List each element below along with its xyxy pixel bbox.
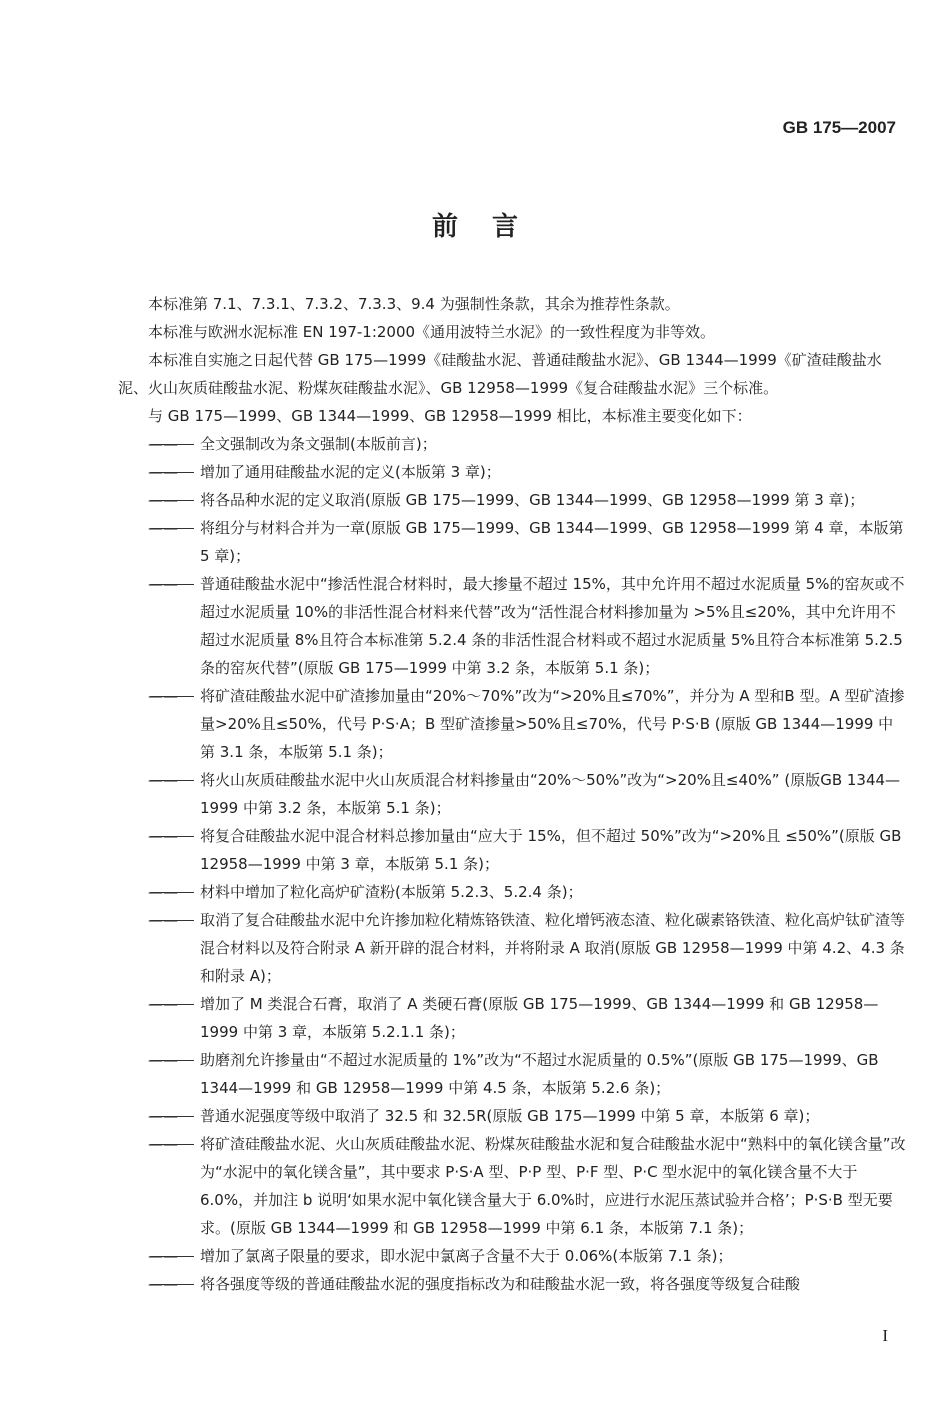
dash-marker: —— [148,990,200,1018]
dash-marker: —— [148,458,200,486]
paragraph-changes-intro: 与 GB 175—1999、GB 1344—1999、GB 12958—1999 相比，本标准主要变化如下： [148,407,752,425]
dash-marker: —— [148,514,200,542]
list-item-text: 将各强度等级的普通硅酸盐水泥的强度指标改为和硅酸盐水泥一致，将各强度等级复合硅酸 [200,1275,801,1293]
list-item [118,458,908,486]
list-item [118,570,908,682]
dash-marker: —— [148,1130,200,1158]
dash-marker: —— [148,1270,200,1298]
list-item-text: 助磨剂允许掺量由“不超过水泥质量的 1%”改为“不超过水泥质量的 0.5%”(原版 GB 175—1999、GB 1344—1999 和 GB 12958—1999 中第 4.5 条，本版第 5.2.6 条)； [200,1051,879,1097]
page-number: I [882,1326,888,1345]
list-item-text: 将复合硅酸盐水泥中混合材料总掺加量由“应大于 15%，但不超过 50%”改为“>20%且 ≤50%”(原版 GB 12958—1999 中第 3 章，本版第 5.1 条)； [200,827,902,873]
list-item-text: 全文强制改为条文强制(本版前言)； [200,435,437,453]
list-item [118,878,908,906]
standard-code: GB 175—2007 [782,118,896,137]
dash-marker: —— [148,766,200,794]
dash-marker: —— [148,486,200,514]
list-item [118,1242,908,1270]
list-item [118,514,908,570]
list-item [118,1102,908,1130]
list-item [118,1046,908,1102]
list-item [118,990,908,1046]
list-item-text: 普通硅酸盐水泥中“掺活性混合材料时，最大掺量不超过 15%，其中允许用不超过水泥质量 5%的窑灰或不超过水泥质量 10%的非活性混合材料来代替”改为“活性混合材料掺加量为 >5%且≤20%，其中允许用不超过水泥质量 8%且符合本标准第 5.2.4 条的非活性混合材料或不超过水泥质量 5%且符合本标准第 5.2.5 条的窑灰代替”(原版 GB 175—1999 中第 3.2 条，本版第 5.1 条)； [200,575,905,677]
dash-marker: —— [148,822,200,850]
list-item-text: 增加了氯离子限量的要求，即水泥中氯离子含量不大于 0.06%(本版第 7.1 条)； [200,1247,733,1265]
list-item [118,486,908,514]
list-item [118,766,908,822]
paragraph-replaces: 本标准自实施之日起代替 GB 175—1999《硅酸盐水泥、普通硅酸盐水泥》、GB 1344—1999《矿渣硅酸盐水泥、火山灰质硅酸盐水泥、粉煤灰硅酸盐水泥》、GB 12958—1999《复合硅酸盐水泥》三个标准。 [118,351,882,397]
dash-marker: —— [148,1242,200,1270]
dash-marker: —— [148,906,200,934]
list-item-text: 材料中增加了粒化高炉矿渣粉(本版第 5.2.3、5.2.4 条)； [200,883,583,901]
dash-marker: —— [148,682,200,710]
list-item-text: 取消了复合硅酸盐水泥中允许掺加粒化精炼铬铁渣、粒化增钙液态渣、粒化碳素铬铁渣、粒化高炉钛矿渣等混合材料以及符合附录 A 新开辟的混合材料，并将附录 A 取消(原版 GB 12958—1999 中第 4.2、4.3 条和附录 A)； [200,911,906,985]
dash-marker: —— [148,430,200,458]
dash-marker: —— [148,1046,200,1074]
list-item [118,430,908,458]
paragraph-mandatory-clauses: 本标准第 7.1、7.3.1、7.3.2、7.3.3、9.4 为强制性条款，其余为推荐性条款。 [148,295,680,313]
dash-marker: —— [148,570,200,598]
list-item-text: 普通水泥强度等级中取消了 32.5 和 32.5R(原版 GB 175—1999 中第 5 章，本版第 6 章)； [200,1107,820,1125]
dash-marker: —— [148,1102,200,1130]
list-item [118,682,908,766]
list-item-text: 将火山灰质硅酸盐水泥中火山灰质混合材料掺量由“20%～50%”改为“>20%且≤40%” (原版GB 1344—1999 中第 3.2 条，本版第 5.1 条)； [200,771,901,817]
list-item [118,1270,908,1298]
list-item-text: 增加了通用硅酸盐水泥的定义(本版第 3 章)； [200,463,501,481]
list-item-text: 将矿渣硅酸盐水泥中矿渣掺加量由“20%～70%”改为“>20%且≤70%”，并分为 A 型和B 型。A 型矿渣掺量>20%且≤50%，代号 P·S·A；B 型矿渣掺量>50%且≤70%，代号 P·S·B (原版 GB 1344—1999 中第 3.1 条，本版第 5.1 条)； [200,687,905,761]
document-body [118,290,908,1298]
paragraph-equivalence: 本标准与欧洲水泥标准 EN 197-1:2000《通用波特兰水泥》的一致性程度为非等效。 [148,323,716,341]
list-item [118,1130,908,1242]
list-item [118,822,908,878]
list-item-text: 将各品种水泥的定义取消(原版 GB 175—1999、GB 1344—1999、GB 12958—1999 第 3 章)； [200,491,865,509]
page-title: 前言 [431,212,552,242]
list-item-text: 将矿渣硅酸盐水泥、火山灰质硅酸盐水泥、粉煤灰硅酸盐水泥和复合硅酸盐水泥中“熟料中的氧化镁含量”改为“水泥中的氧化镁含量”，其中要求 P·S·A 型、P·P 型、P·F 型、P·C 型水泥中的氧化镁含量不大于 6.0%，并加注 b 说明‘如果水泥中氧化镁含量大于 6.0%时，应进行水泥压蒸试验并合格’；P·S·B 型无要求。(原版 GB 1344—1999 和 GB 12958—1999 中第 6.1 条，本版第 7.1 条)； [200,1135,906,1237]
list-item-text: 增加了 M 类混合石膏，取消了 A 类硬石膏(原版 GB 175—1999、GB 1344—1999 和 GB 12958—1999 中第 3 章，本版第 5.2.1.1 条)； [200,995,879,1041]
list-item [118,906,908,990]
list-item-text: 将组分与材料合并为一章(原版 GB 175—1999、GB 1344—1999、GB 12958—1999 第 4 章，本版第 5 章)； [200,519,904,565]
dash-marker: —— [148,878,200,906]
